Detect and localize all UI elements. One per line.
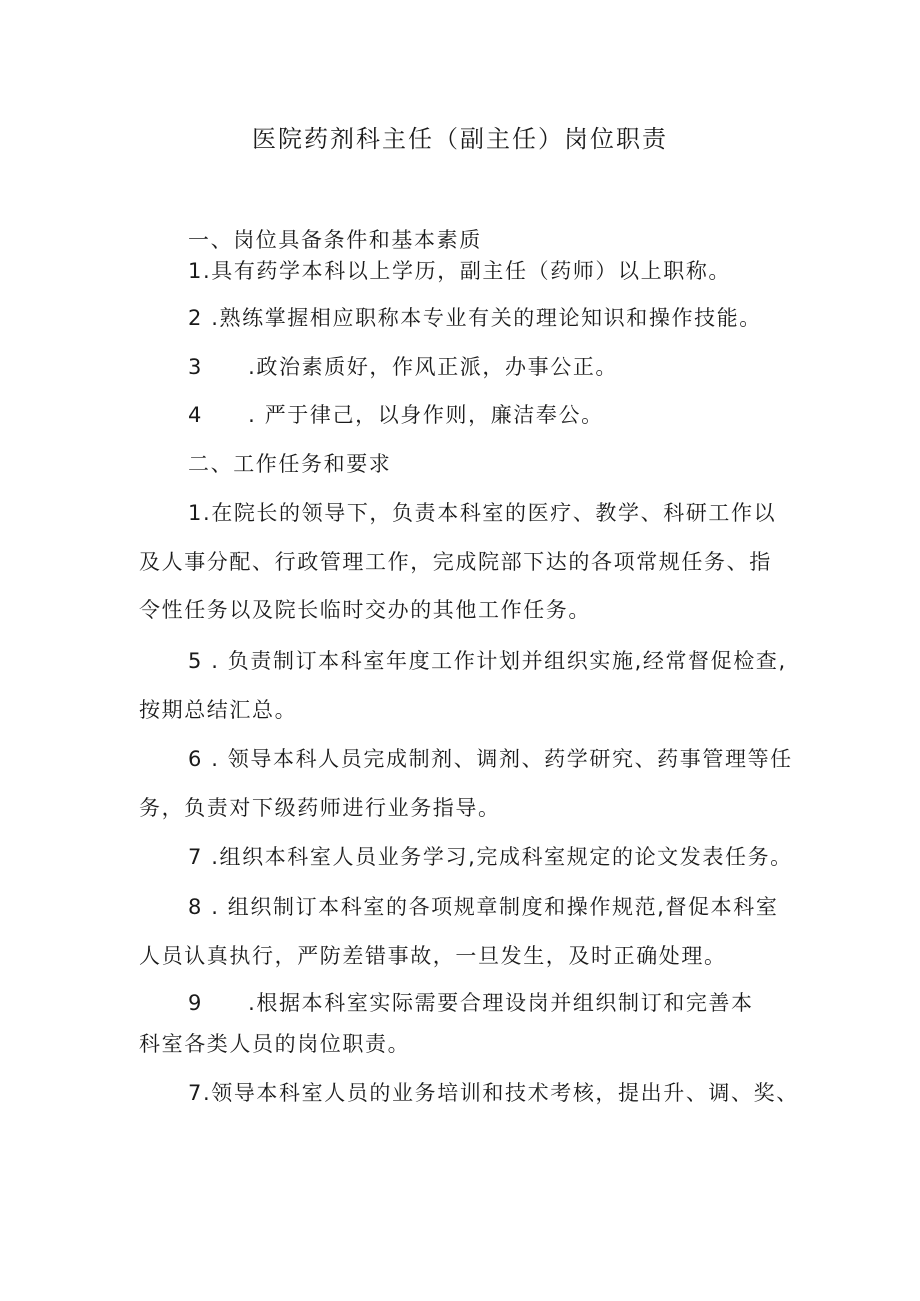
duty-item-1-line-3: 令性任务以及院长临时交办的其他工作任务。 bbox=[139, 598, 591, 622]
duty-item-5-line-2: 人员认真执行，严防差错事故，一旦发生，及时正确处理。 bbox=[139, 944, 727, 968]
duty-item-5-line-1: 8 . 组织制订本科室的各项规章制度和操作规范,督促本科室 bbox=[188, 895, 779, 919]
section-heading-1: 一、岗位具备条件和基本素质 bbox=[188, 228, 482, 252]
duty-item-1-line-1: 1.在院长的领导下，负责本科室的医疗、教学、科研工作以 bbox=[188, 501, 777, 525]
duty-item-6-line-1: 9 .根据本科室实际需要合理设岗并组织制订和完善本 bbox=[188, 991, 754, 1015]
duty-item-4-line-1: 7 .组织本科室人员业务学习,完成科室规定的论文发表任务。 bbox=[188, 845, 793, 869]
requirement-item-2: 2 .熟练掌握相应职称本专业有关的理论知识和操作技能。 bbox=[188, 306, 762, 330]
duty-item-3-line-1: 6 . 领导本科人员完成制剂、调剂、药学研究、药事管理等任 bbox=[188, 747, 793, 771]
duty-item-6-line-2: 科室各类人员的岗位职责。 bbox=[139, 1032, 411, 1056]
requirement-item-1: 1.具有药学本科以上学历，副主任（药师）以上职称。 bbox=[188, 259, 732, 283]
requirement-item-4: 4 . 严于律己，以身作则，廉洁奉公。 bbox=[188, 403, 604, 427]
duty-item-3-line-2: 务，负责对下级药师进行业务指导。 bbox=[139, 796, 501, 820]
requirement-item-3: 3 .政治素质好，作风正派，办事公正。 bbox=[188, 355, 619, 379]
section-heading-2: 二、工作任务和要求 bbox=[188, 452, 392, 476]
page-title: 医院药剂科主任（副主任）岗位职责 bbox=[252, 125, 668, 153]
duty-item-1-line-2: 及人事分配、行政管理工作，完成院部下达的各项常规任务、指 bbox=[139, 550, 772, 574]
duty-item-2-line-1: 5 . 负责制订本科室年度工作计划并组织实施,经常督促检查, bbox=[188, 649, 787, 673]
duty-item-2-line-2: 按期总结汇总。 bbox=[139, 698, 298, 722]
duty-item-7-line-1: 7.领导本科室人员的业务培训和技术考核，提出升、调、奖、 bbox=[188, 1081, 799, 1105]
